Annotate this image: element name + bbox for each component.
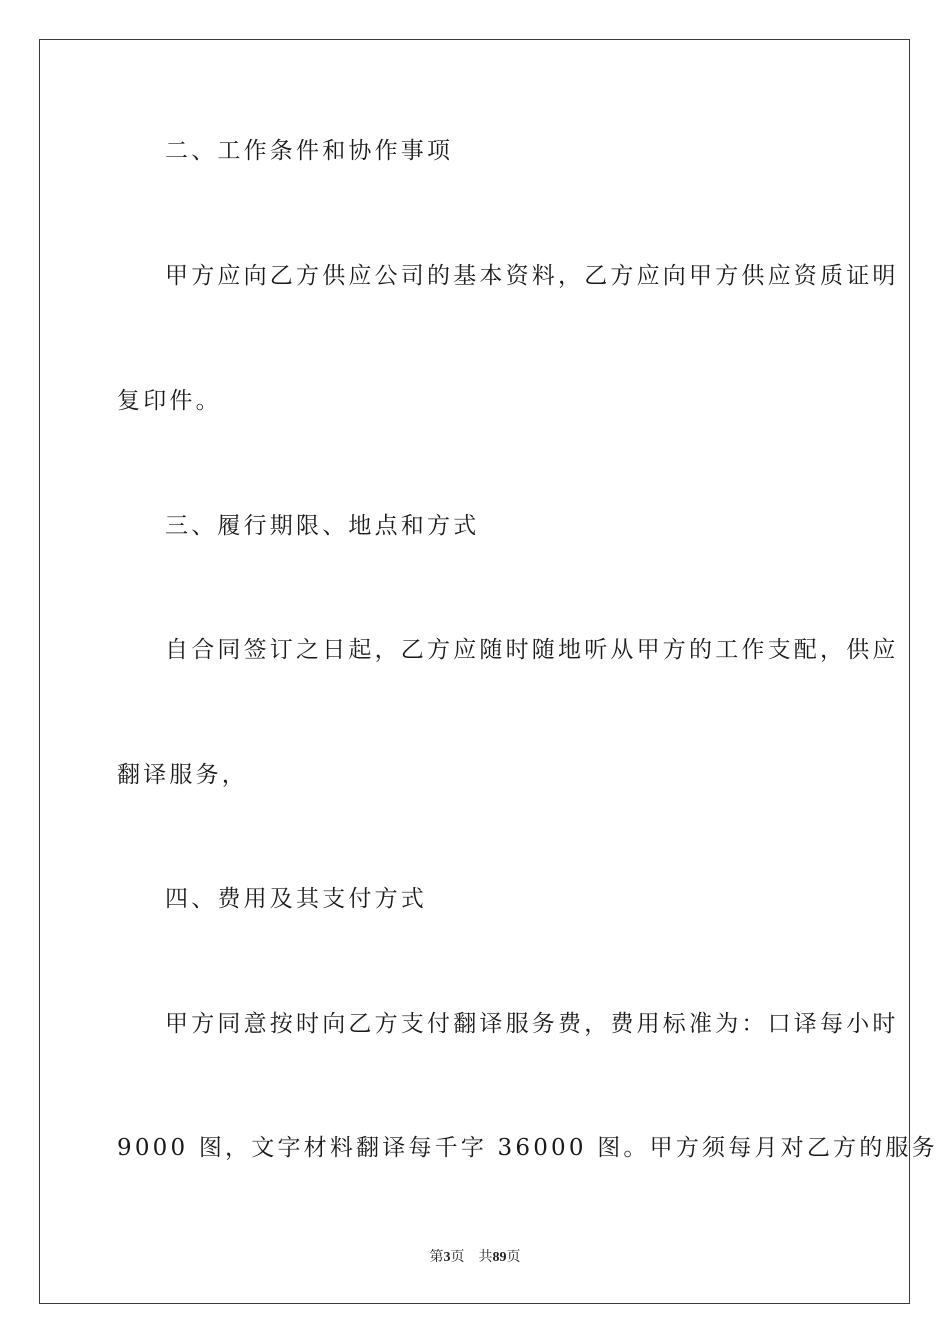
page-number: 3 <box>443 1250 451 1265</box>
paragraph-line: 甲方应向乙方供应公司的基本资料，乙方应向甲方供应资质证明 <box>165 263 899 289</box>
section-heading-2: 二、工作条件和协作事项 <box>165 138 454 164</box>
page-suffix: 页 <box>450 1250 465 1265</box>
paragraph-line: 9000 图，文字材料翻译每千字 36000 图。甲方须每月对乙方的服务 <box>117 1135 938 1161</box>
paragraph-line: 翻译服务， <box>117 762 248 788</box>
paragraph-line: 复印件。 <box>117 388 222 414</box>
page-border <box>39 39 910 1304</box>
total-prefix: 共 <box>478 1250 493 1265</box>
paragraph-line: 甲方同意按时向乙方支付翻译服务费，费用标准为：口译每小时 <box>165 1011 899 1037</box>
section-heading-3: 三、履行期限、地点和方式 <box>165 513 480 539</box>
page-footer <box>0 1246 950 1266</box>
total-pages: 89 <box>492 1250 507 1265</box>
page-prefix: 第 <box>429 1250 444 1265</box>
paragraph-line: 自合同签订之日起，乙方应随时随地听从甲方的工作支配，供应 <box>165 637 899 663</box>
section-heading-4: 四、费用及其支付方式 <box>165 886 427 912</box>
total-suffix: 页 <box>506 1250 521 1265</box>
